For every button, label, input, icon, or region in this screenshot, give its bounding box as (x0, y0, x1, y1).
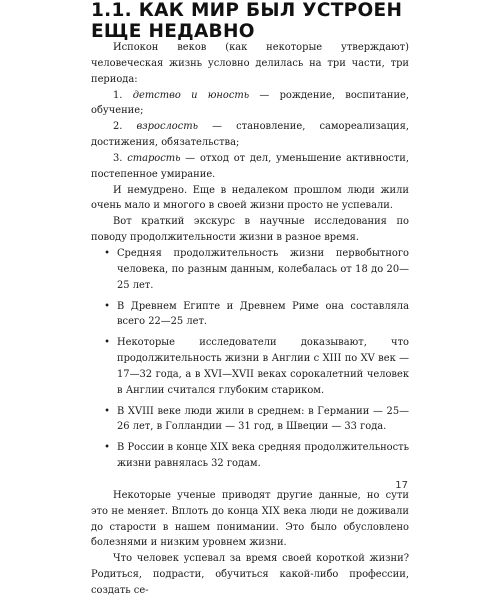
period-text: — отход от дел, уменьшение активности, постепенное умирание. (91, 152, 410, 180)
list-item (91, 335, 409, 398)
period-number: 2. (113, 121, 123, 133)
period-term: старость (127, 152, 181, 164)
period-number: 3. (113, 152, 123, 164)
paragraph-4: Некоторые ученые приводят другие данные, но сути это не меняет. Вплоть до конца XIX века люди не доживали до старости в нашем понимании. Это было обусловлено болезнями и низким уровнем жизни. (91, 489, 409, 549)
body-text (91, 40, 409, 599)
intro-paragraph: Испокон веков (как некоторые утверждают) человеческая жизнь условно делилась на три части, три периода: (91, 42, 409, 85)
list-item-text: В XVIII веке люди жили в среднем: в Германии — 25—26 лет, в Голландии — 31 год, в Швеции — 33 года. (117, 405, 409, 433)
list-item (91, 440, 409, 472)
page-number: 17 (395, 480, 408, 491)
list-item-text: Некоторые исследователи доказывают, что продолжительность жизни в Англии с XIII по XV век — 17—32 года, а в XVI—XVII веках сорокалетний человек в Англии считался глубоким стариком. (117, 337, 409, 396)
period-term: детство и юность (132, 89, 250, 101)
period-item-2 (91, 119, 409, 151)
list-item (91, 404, 409, 436)
period-item-1 (91, 88, 409, 120)
list-item-text: В России в конце XIX века средняя продолжительность жизни равнялась 32 годам. (117, 442, 409, 470)
paragraph-3: Вот краткий экскурс в научные исследования по поводу продолжительности жизни в разное время. (91, 216, 409, 244)
heading-line-1: 1.1. КАК МИР БЫЛ УСТРОЕН (91, 0, 403, 21)
period-number: 1. (113, 89, 123, 101)
bullet-icon: • (104, 247, 110, 259)
list-item-text: В Древнем Египте и Древнем Риме она составляла всего 22—25 лет. (117, 300, 409, 328)
paragraph-2: И немудрено. Еще в недалеком прошлом люди жили очень мало и многого в своей жизни просто не успевали. (91, 184, 409, 212)
bullet-icon: • (104, 337, 110, 349)
bullet-icon: • (104, 405, 110, 417)
life-expectancy-list (91, 246, 409, 472)
heading-line-2: ЕЩЕ НЕДАВНО (91, 21, 255, 42)
period-term: взрослость (136, 121, 198, 133)
list-item (91, 299, 409, 331)
bullet-icon: • (104, 442, 110, 454)
period-item-3 (91, 151, 409, 183)
period-text: — становление, самореализация, достижения, обязательства; (91, 121, 409, 149)
bullet-icon: • (104, 300, 110, 312)
section-heading (91, 0, 421, 42)
list-item (91, 246, 409, 294)
paragraph-5: Что человек успевал за время своей короткой жизни? Родиться, подрасти, обучиться какой-либо профессии, создать се- (91, 553, 409, 596)
list-item-text: Средняя продолжительность жизни первобытного человека, по разным данным, колебалась от 18 до 20—25 лет. (117, 247, 409, 291)
period-text: — рождение, воспитание, обучение; (91, 89, 410, 117)
